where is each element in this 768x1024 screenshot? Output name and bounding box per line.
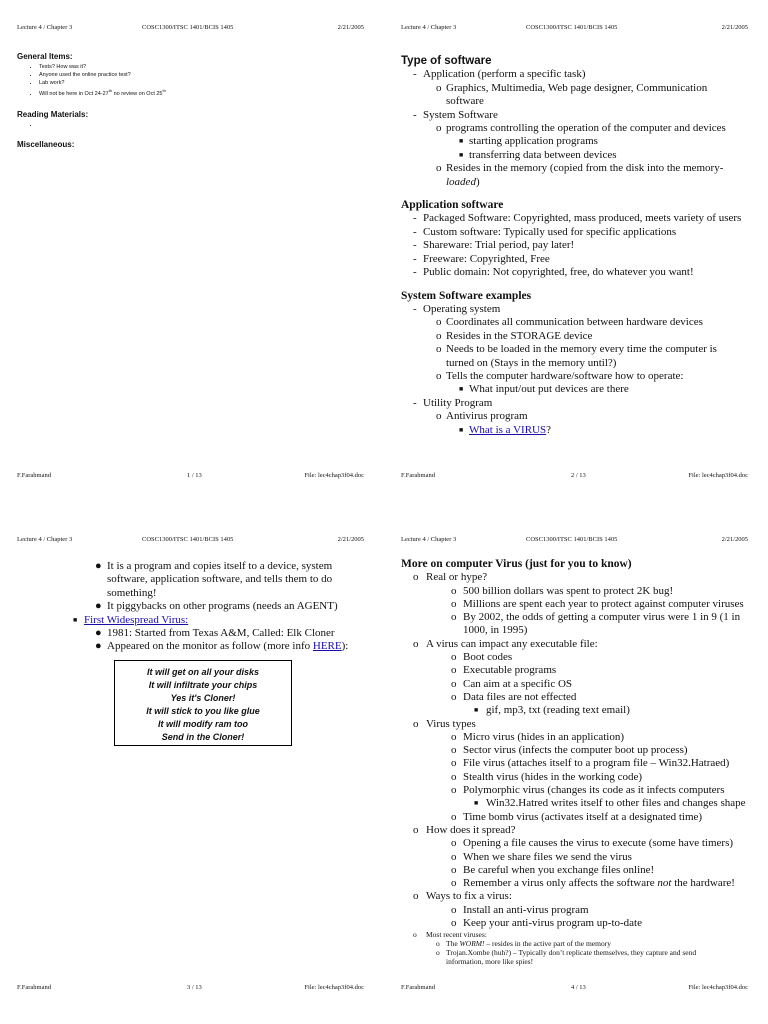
page-2: Lecture 4 / Chapter 3 COSC1300/ITSC 1401/BCIS 1405 2/21/2005 Type of software - Application (perform a specific task) o Graphics, Multimedia, Web page designer, Communication software - System Software o programs controlling the operation of the computer and devices ■ starting application programs ■ transferring data between devices o Resides in the memory (copied from the disk into the memory- loaded) Application software - Packaged Software: Copyrighted, mass produced, meets variety of users - Custom software: Typically used for specific applications - Shareware: Trial period, pay later! - Freeware: Copyrighted, Free - Public domain: Not copyrighted, free, do whatever you want! System Software examples - Operating system o Coordinates all communication between hardware devices o Resides in the STORAGE device o Needs to be loaded in the memory every time the computer is turned on (Stays in the memory until?) o Tells the computer hardware/software how to operate: ■ What input/out put devices are there - Utility Program o Antivirus program ■ What is a VIRUS? F.Farahmand 2 / 13 File: lec4chap3f04.doc: [384, 0, 768, 512]
page-3: Lecture 4 / Chapter 3 COSC1300/ITSC 1401/BCIS 1405 2/21/2005 ● It is a program and copies itself to a device, system software, application software, and tells them to do something! ● It piggybacks on other programs (needs an AGENT) ■ First Widespread Virus: ● 1981: Started from Texas A&M, Called: Elk Cloner ● Appeared on the monitor as follow (more info HERE): It will get on all your disks It will infiltrate your chips Yes it's Cloner! It will stick to you like glue It will modify ram too Send in the Cloner! F.Farahmand 3 / 13 File: lec4chap3f04.doc: [0, 512, 384, 1024]
list-item: • Tests? How was it?: [39, 63, 374, 71]
footer-author: F.Farahmand: [17, 472, 51, 479]
header-date: 2/21/2005: [337, 24, 364, 31]
list-item: • Anyone used the online practice test?: [39, 71, 374, 79]
misc-section: [17, 140, 374, 149]
page-1: [0, 0, 384, 512]
type-of-software-heading: Type of software: [401, 55, 492, 67]
system-software-examples-heading: System Software examples: [401, 289, 532, 302]
reading-materials-heading: Reading Materials:: [17, 110, 89, 119]
list-item: [39, 121, 374, 129]
page-2-body: Type of software - Application (perform a specific task) o Graphics, Multimedia, Web page designer, Communication software - System Software o programs controlling the operation of the computer and devices ■ starting application programs ■ transferring data between devices o Resides in the memory (copied from the disk into the memory- loaded) Application software - Packaged Software: Copyrighted, mass produced, meets variety of users - Custom software: Typically used for specific applications - Shareware: Trial period, pay later! - Freeware: Copyrighted, Free - Public domain: Not copyrighted, free, do whatever you want! System Software examples - Operating system o Coordinates all communication between hardware devices o Resides in the STORAGE device o Needs to be loaded in the memory every time the computer is turned on (Stays in the memory until?) o Tells the computer hardware/software how to operate: ■ What input/out put devices are there - Utility Program o Antivirus program ■ What is a VIRUS?: [401, 55, 758, 437]
page-3-body: ● It is a program and copies itself to a device, system software, application software, and tells them to do something! ● It piggybacks on other programs (needs an AGENT) ■ First Widespread Virus: ● 1981: Started from Texas A&M, Called: Elk Cloner ● Appeared on the monitor as follow (more info HERE):: [73, 560, 349, 653]
more-on-virus-heading: More on computer Virus (just for you to know): [401, 558, 632, 570]
reading-materials-section: [17, 110, 374, 129]
what-is-a-virus-link[interactable]: What is a VIRUS: [469, 423, 547, 436]
general-items-list: [17, 63, 374, 98]
footer-page-number: 1 / 13: [187, 472, 202, 479]
general-items-section: [17, 52, 374, 98]
here-link[interactable]: HERE: [312, 640, 342, 653]
list-item: • Lab work?: [39, 79, 374, 87]
application-software-heading: Application software: [401, 199, 504, 212]
header-lecture: Lecture 4 / Chapter 3: [17, 24, 73, 31]
elk-cloner-poem-box: It will get on all your disks It will infiltrate your chips Yes it's Cloner! It will stick to you like glue It will modify ram too Send in the Cloner!: [114, 660, 292, 746]
page-4: Lecture 4 / Chapter 3 COSC1300/ITSC 1401/BCIS 1405 2/21/2005 More on computer Virus (just for you to know) o Real or hype? o 500 billion dollars was spent to protect 2K bug! o Millions are spent each year to protect against computer viruses o By 2002, the odds of getting a computer virus were 1 in 9 (1 in 1000, in 1995) o A virus can impact any executable file: o Boot codes o Executable programs o Can aim at a specific OS o Data files are not effected ■ gif, mp3, txt (reading text email) o Virus types o Micro virus (hides in an application) o Sector virus (infects the computer boot up process) o File virus (attaches itself to a program file – Win32.Hatraed) o Stealth virus (hides in the working code) o Polymorphic virus (changes its code as it infects computers ■ Win32.Hatred writes itself to other files and changes shape o Time bomb virus (activates itself at a designated time) o How does it spread? o Opening a file causes the virus to execute (some have timers) o When we share files we send the virus o Be careful when you exchange files online! o Remember a virus only affects the software not the hardware! o Ways to fix a virus: o Install an anti-virus program o Keep your anti-virus program up-to-date o Most recent viruses: o The WORM! – resides in the active part of the memory o Trojan.Xombe (huh?) – Typically don’t replicate themselves, they capture and send information, more like spies! F.Farahmand 4 / 13 File: lec4chap3f04.doc: [384, 512, 768, 1024]
reading-list: [17, 121, 374, 129]
general-items-heading: General Items:: [17, 52, 73, 61]
footer-file: File: lec4chap3f04.doc: [304, 472, 364, 479]
misc-heading: Miscellaneous:: [17, 140, 75, 149]
page-4-body: More on computer Virus (just for you to know) o Real or hype? o 500 billion dollars was spent to protect 2K bug! o Millions are spent each year to protect against computer viruses o By 2002, the odds of getting a computer virus were 1 in 9 (1 in 1000, in 1995) o A virus can impact any executable file: o Boot codes o Executable programs o Can aim at a specific OS o Data files are not effected ■ gif, mp3, txt (reading text email) o Virus types o Micro virus (hides in an application) o Sector virus (infects the computer boot up process) o File virus (attaches itself to a program file – Win32.Hatraed) o Stealth virus (hides in the working code) o Polymorphic virus (changes its code as it infects computers ■ Win32.Hatred writes itself to other files and changes shape o Time bomb virus (activates itself at a designated time) o How does it spread? o Opening a file causes the virus to execute (some have timers) o When we share files we send the virus o Be careful when you exchange files online! o Remember a virus only affects the software not the hardware! o Ways to fix a virus: o Install an anti-virus program o Keep your anti-virus program up-to-date o Most recent viruses: o The WORM! – resides in the active part of the memory o Trojan.Xombe (huh?) – Typically don’t replicate themselves, they capture and send information, more like spies!: [401, 558, 758, 966]
first-widespread-virus-link[interactable]: First Widespread Virus:: [84, 613, 189, 626]
header-course: COSC1300/ITSC 1401/BCIS 1405: [142, 24, 234, 31]
list-item: • Will not be here in Oct 24-27th no review on Oct 25th: [39, 87, 374, 98]
